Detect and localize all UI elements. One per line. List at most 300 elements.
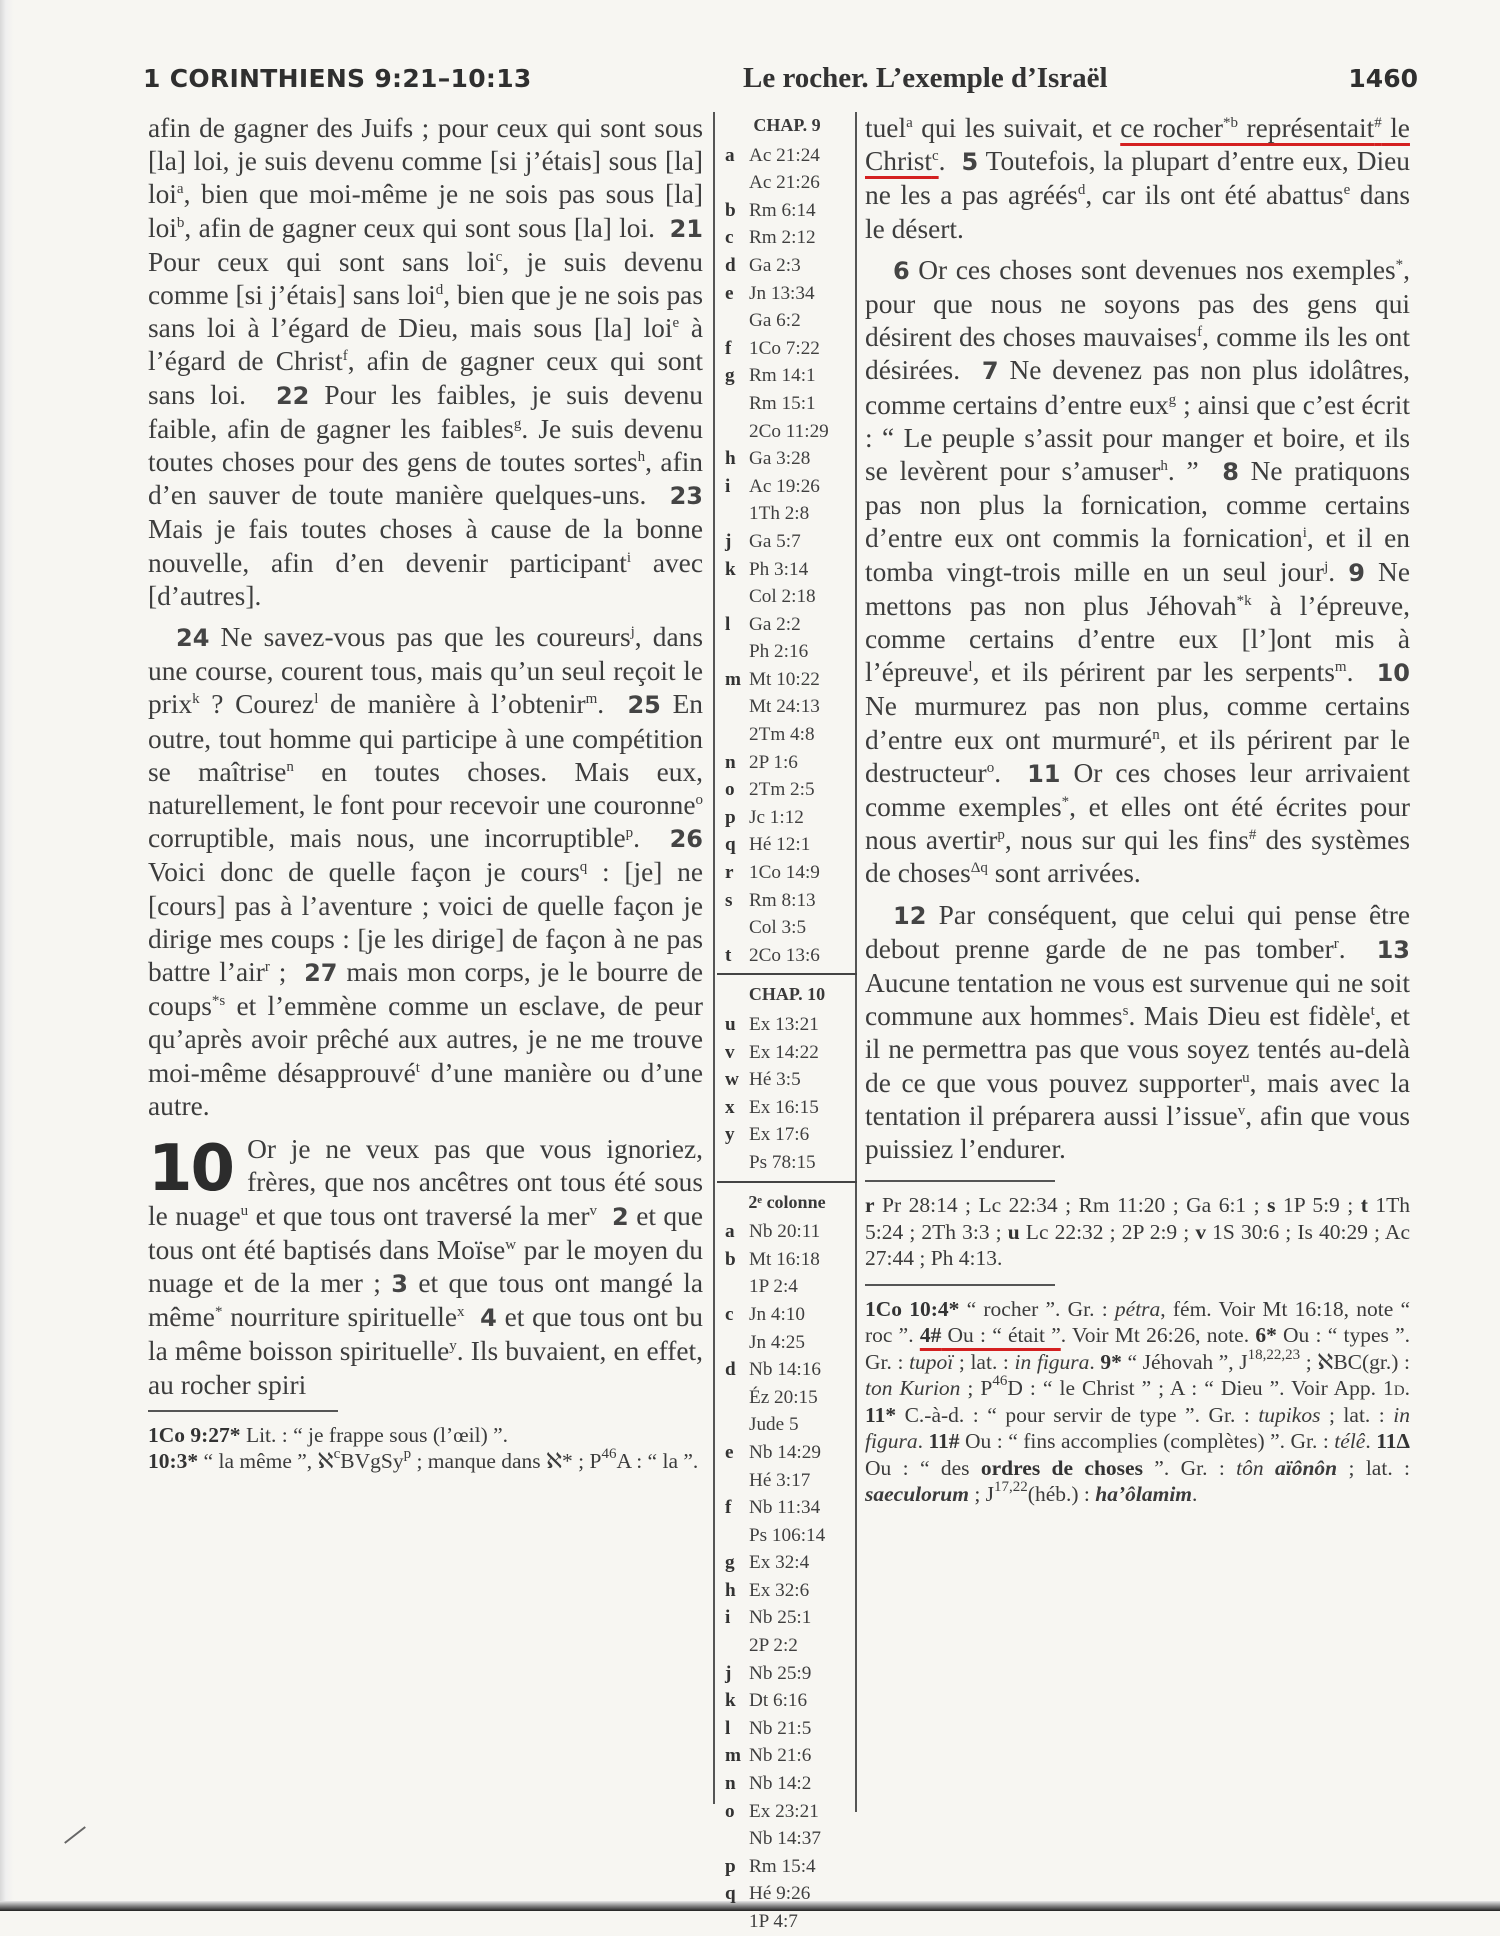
- cross-reference-item[interactable]: [723, 666, 851, 694]
- footnote-marker[interactable]: m: [1334, 659, 1347, 676]
- verse-number: 10: [1376, 659, 1411, 688]
- text-column-left: [148, 112, 703, 1475]
- verse-number: 6: [893, 256, 910, 285]
- reference-text: Nb 14:37: [749, 1828, 821, 1850]
- reference-letter: q: [725, 1883, 736, 1905]
- reference-letter: [723, 1467, 749, 1495]
- reference-letter: b: [725, 1248, 736, 1270]
- footnote-ref: 9*: [1100, 1349, 1122, 1374]
- reference-text: Ph 2:16: [749, 641, 809, 663]
- cross-reference-item[interactable]: [723, 1439, 851, 1467]
- reference-letter: c: [725, 1303, 734, 1325]
- reference-text: Ph 3:14: [749, 558, 809, 580]
- reference-text: Ga 5:7: [749, 530, 801, 552]
- chapter-9-references: [723, 142, 851, 970]
- cross-reference-item[interactable]: [723, 1577, 851, 1605]
- verse-number: 13: [1376, 935, 1410, 964]
- reference-text: 2Tm 4:8: [749, 724, 815, 746]
- reference-letter: h: [725, 448, 736, 470]
- footnote-marker[interactable]: *: [214, 1304, 223, 1321]
- cross-reference-item[interactable]: [723, 1715, 851, 1743]
- verse-number: 26: [669, 825, 703, 854]
- reference-text: Ex 32:4: [749, 1552, 810, 1574]
- reference-letter: [723, 169, 749, 197]
- reference-letter: d: [725, 1359, 736, 1381]
- footnote-marker[interactable]: *k: [1236, 592, 1252, 609]
- cross-reference-item[interactable]: [723, 1329, 851, 1357]
- reference-text: Mt 24:13: [749, 696, 820, 718]
- reference-letter: e: [725, 1441, 734, 1463]
- footnote-marker[interactable]: e: [1343, 182, 1351, 199]
- cross-reference-item[interactable]: [723, 224, 851, 252]
- footnote-marker[interactable]: f: [342, 348, 348, 365]
- reference-letter: [723, 1825, 749, 1853]
- footnote-marker[interactable]: v: [589, 1202, 598, 1219]
- reference-letter: r: [725, 862, 734, 884]
- reference-text: Éz 20:15: [749, 1386, 818, 1408]
- cross-reference-item[interactable]: [723, 1273, 851, 1301]
- footnote-marker[interactable]: l: [314, 691, 319, 708]
- reference-text: Rm 8:13: [749, 889, 816, 911]
- cross-reference-item[interactable]: [723, 638, 851, 666]
- reference-letter: w: [725, 1069, 739, 1091]
- reference-text: Ex 23:21: [749, 1800, 819, 1822]
- cross-reference-item[interactable]: [723, 693, 851, 721]
- cross-reference-item[interactable]: [723, 1301, 851, 1329]
- reference-text: Hé 3:17: [749, 1469, 811, 1491]
- reference-letter: t: [725, 944, 732, 966]
- cross-reference-item[interactable]: [723, 583, 851, 611]
- reference-text: Nb 20:11: [749, 1221, 821, 1243]
- reference-letter: k: [725, 1690, 736, 1712]
- reference-text: Col 3:5: [749, 917, 807, 939]
- reference-text: Nb 11:34: [749, 1497, 821, 1519]
- cross-reference-item[interactable]: [723, 804, 851, 832]
- cross-reference-item[interactable]: [723, 252, 851, 280]
- cross-reference-item[interactable]: [723, 1494, 851, 1522]
- reference-text: Ex 32:6: [749, 1579, 810, 1601]
- cross-reference-item[interactable]: [723, 1384, 851, 1412]
- footnote-marker[interactable]: u: [240, 1202, 249, 1219]
- cross-reference-item[interactable]: [723, 942, 851, 970]
- cross-reference-item[interactable]: [723, 197, 851, 225]
- footnote-marker[interactable]: l: [968, 659, 973, 676]
- footnote-marker[interactable]: x: [457, 1304, 465, 1321]
- reference-letter: c: [725, 227, 734, 249]
- footnote-marker[interactable]: r: [1333, 935, 1339, 952]
- cross-reference-item[interactable]: [723, 611, 851, 639]
- cross-reference-item[interactable]: [723, 1742, 851, 1770]
- cross-reference-item[interactable]: [723, 1908, 851, 1936]
- cross-reference-item[interactable]: [723, 1356, 851, 1384]
- verse-number: 27: [304, 959, 338, 988]
- footnote-marker[interactable]: e: [672, 315, 680, 332]
- footnote-marker[interactable]: w: [505, 1236, 517, 1253]
- cross-reference-item[interactable]: [723, 528, 851, 556]
- reference-divider: [717, 973, 857, 975]
- cross-reference-item[interactable]: [723, 1660, 851, 1688]
- footnote-marker[interactable]: p: [997, 827, 1005, 844]
- cross-reference-item[interactable]: [723, 500, 851, 528]
- cross-reference-item[interactable]: [723, 1246, 851, 1274]
- reference-letter: l: [725, 613, 731, 635]
- footnote-marker[interactable]: h: [637, 449, 646, 466]
- reference-text: Jn 4:10: [749, 1303, 805, 1325]
- cross-references-bottom: r Pr 28:14 ; Lc 22:34 ; Rm 11:20 ; Ga 6:1 ; s 1P 5:9 ; t 1Th 5:24 ; 2Th 3:3 ; u Lc 22:32 ; 2P 2:9 ; v 1S 30:6 ; Is 40:29 ; Ac 27:44 ; Ph 4:13.: [865, 1193, 1410, 1271]
- reference-text: Nb 14:16: [749, 1359, 821, 1381]
- verse-number: 3: [391, 1269, 408, 1298]
- reference-text: Jude 5: [749, 1414, 799, 1436]
- reference-text: Rm 2:12: [749, 227, 816, 249]
- footnote-marker[interactable]: t: [1370, 1003, 1375, 1020]
- cross-reference-item[interactable]: [723, 1039, 851, 1067]
- reference-letter: j: [725, 1662, 732, 1684]
- reference-text: Jn 4:25: [749, 1331, 805, 1353]
- reference-text: Nb 25:9: [749, 1662, 812, 1684]
- paragraph: afin de gagner des Juifs ; pour ceux qui sont sous [la] loi, je suis devenu comme [si j’étais] sous [la] loi$^a$, bien que moi-même je ne sois pas sous [la] loi$^b$, afin de gagner ceux qui sont sous [la] loi. 21 Pour ceux qui sont sans loi$^c$, je suis devenu comme [si j’étais] sans loi$^d$, bien que je ne sois pas sans loi à l’égard de Dieu, mais sous [la] loi$^e$ à l’égard de Christ$^f$, afin de gagner ceux qui sont sans loi. 22 Pour les faibles, je suis devenu faible, afin de gagner les faibles$^g$. Je suis devenu toutes choses pour des gens de toutes sortes$^h$, afin d’en sauver de toute manière quelques-uns. 23 Mais je fais toutes choses à cause de la bonne nouvelle, afin d’en devenir participant$^i$ avec [d’autres].: [148, 113, 703, 611]
- reference-letter: q: [725, 834, 736, 856]
- verse-number: 21: [669, 214, 703, 243]
- reference-letter: b: [725, 199, 736, 221]
- footnote-marker[interactable]: o: [986, 759, 995, 776]
- reference-text: 1Co 14:9: [749, 862, 820, 884]
- reference-text: Ga 2:2: [749, 613, 801, 635]
- footnote-marker[interactable]: g: [513, 415, 522, 432]
- reference-letter: [723, 1149, 749, 1177]
- footnote-marker[interactable]: *: [1061, 794, 1070, 811]
- book-range: 1 CORINTHIENS 9:21–10:13: [143, 64, 532, 93]
- reference-letter: k: [725, 558, 736, 580]
- reference-text: Ac 19:26: [749, 475, 820, 497]
- reference-text: Ex 14:22: [749, 1041, 819, 1063]
- text-column-right: [865, 112, 1410, 1508]
- reference-text: 2P 1:6: [749, 751, 798, 773]
- reference-letter: m: [725, 668, 741, 690]
- page-edge: [0, 0, 14, 1911]
- reference-text: Rm 14:1: [749, 365, 816, 387]
- reference-text: Ex 16:15: [749, 1096, 819, 1118]
- reference-letter: [723, 390, 749, 418]
- footnote-ref: 11#: [928, 1429, 960, 1454]
- cross-reference-item[interactable]: [723, 169, 851, 197]
- cross-reference-item[interactable]: [723, 749, 851, 777]
- verse-number: 4: [480, 1304, 497, 1333]
- footnote-marker[interactable]: f: [1197, 324, 1203, 341]
- footnote-marker[interactable]: k: [192, 691, 200, 708]
- verse-number: 24: [176, 624, 210, 653]
- reference-text: Ps 106:14: [749, 1524, 826, 1546]
- cross-reference-item[interactable]: [723, 859, 851, 887]
- cross-reference-item[interactable]: [723, 335, 851, 363]
- reference-letter: h: [725, 1579, 736, 1601]
- reference-letter: [723, 1273, 749, 1301]
- reference-text: 2Co 11:29: [749, 420, 829, 442]
- chapter-number: 10: [148, 1132, 234, 1207]
- red-underlined-phrase: ce rocher$^{*b}$ représentait# le Christ$^c$: [865, 113, 1410, 177]
- cross-reference-item[interactable]: [723, 1632, 851, 1660]
- reference-letter: a: [725, 1221, 735, 1243]
- cross-reference-item[interactable]: [723, 1770, 851, 1798]
- reference-text: Ac 21:24: [749, 144, 820, 166]
- footnote-ref: 1Co 10:4*: [865, 1296, 960, 1321]
- crossref-divider: [865, 1180, 1055, 1182]
- chapter-9-heading: CHAP. 9: [753, 115, 821, 135]
- reference-text: Ga 3:28: [749, 448, 811, 470]
- reference-letter: e: [725, 282, 734, 304]
- verse-number: 22: [275, 381, 310, 410]
- reference-text: Ac 21:26: [749, 172, 820, 194]
- footnote-marker[interactable]: #: [1374, 115, 1382, 131]
- reference-text: Ex 13:21: [749, 1014, 819, 1035]
- footnote-marker[interactable]: j: [630, 624, 635, 641]
- footnote-marker[interactable]: y: [449, 1338, 457, 1355]
- reference-text: Rm 15:1: [749, 392, 816, 414]
- footnote-marker[interactable]: c: [495, 248, 503, 265]
- reference-text: Jn 13:34: [749, 282, 815, 304]
- paragraph: 6 Or ces choses sont devenues nos exemples*, pour que nous ne soyons pas des gens qui désirent des choses mauvaises$^f$, comme ils les ont désirées. 7 Ne devenez pas non plus idolâtres, comme certains d’entre eux$^g$ ; ainsi que c’est écrit : “ Le peuple s’assit pour manger et boire, et ils se levèrent pour s’amuser$^h$. ” 8 Ne pratiquons pas non plus la fornication, comme certains d’entre eux ont commis la fornication$^i$, et il en tomba vingt-trois mille en un seul jour$^j$. 9 Ne mettons pas non plus Jéhovah$^{*k}$ à l’épreuve, comme certains d’entre eux [l’]ont mis à l’épreuve$^l$, et ils périrent par les serpents$^m$. 10 Ne murmurez pas non plus, comme certains d’entre eux ont murmuré$^n$, et ils périrent par le destructeur$^o$. 11 Or ces choses leur arrivaient comme exemples*, et elles ont été écrites pour nous avertir$^p$, nous sur qui les fins# des systèmes de choses$^{\Delta q}$ sont arrivées.: [865, 254, 1411, 889]
- verse-number: 11: [1027, 759, 1061, 788]
- reference-text: Hé 9:26: [749, 1883, 811, 1905]
- reference-text: Ga 2:3: [749, 254, 801, 276]
- page-number: 1460: [1348, 64, 1418, 93]
- footnotes-left: 1Co 9:27* Lit. : “ je frappe sous (l’œil) ”. 10:3* “ la même ”, ℵ$^c$BVgSy$^p$ ; manque dans ℵ* ; $P^{46}A$ : “ la ”.: [148, 1422, 699, 1474]
- reference-letter: o: [725, 1800, 735, 1822]
- footnote-marker[interactable]: j: [1324, 558, 1329, 575]
- reference-letter: f: [725, 337, 732, 359]
- cross-reference-item[interactable]: [723, 1798, 851, 1826]
- footnote-marker[interactable]: n: [1152, 726, 1160, 743]
- reference-text: Jc 1:12: [749, 806, 804, 828]
- reference-letter: n: [725, 1773, 736, 1795]
- chapter-10-opening: 10 Or je ne veux pas que vous ignoriez, frères, que nos ancêtres ont tous été sous le nuage$^u$ et que tous ont traversé la mer$^v$ 2 et que tous ont été baptisés dans Moïse$^w$ par le moyen du nuage et de la mer ; 3 et que tous ont mangé la même* nourriture spirituelle$^x$ 4 et que tous ont bu la même boisson spirituelle$^y$. Ils buvaient, en effet, au rocher spiri: [148, 1132, 703, 1400]
- reference-letter: p: [725, 806, 736, 828]
- cross-reference-item[interactable]: [723, 1094, 851, 1122]
- footnotes-right: 1Co 10:4* “ rocher ”. Gr. : pétra, fém. Voir Mt 16:18, note “ roc ”. 4# Ou : “ était ”. Voir Mt 26:26, note. 6* Ou : “ types ”. Gr. : tupoï ; lat. : in figura. 9* “ Jéhovah ”, J$^{18,22,23}$ ; ℵBC(gr.) : ton Kurion ; $P^{46}D$ : “ le Christ ” ; A : “ Dieu ”. Voir App. 1d. 11* C.-à-d. : “ pour servir de type ”. Gr. : tupikos ; lat. : in figura. 11# Ou : “ fins accomplies (complètes) ”. Gr. : télê. 11Δ Ou : “ des ordres de choses ”. Gr. : tôn aïônôn ; lat. : saeculorum ; J$^{17,22}$(héb.) : ha’ôlamim.: [865, 1296, 1411, 1507]
- reference-letter: f: [725, 1497, 732, 1519]
- cross-reference-item[interactable]: [723, 418, 851, 446]
- second-column-heading: 2ᵉ colonne: [748, 1191, 826, 1212]
- chapter-10-heading: CHAP. 10: [748, 984, 826, 1005]
- cross-reference-item[interactable]: [723, 1411, 851, 1439]
- reference-letter: g: [725, 365, 735, 387]
- footnote-marker[interactable]: s: [1122, 1003, 1129, 1020]
- cross-reference-item[interactable]: [723, 1011, 851, 1039]
- footnote-ref: 10:3*: [148, 1449, 199, 1474]
- paragraph: 12 Par conséquent, que celui qui pense être debout prenne garde de ne pas tomber$^r$. 13 Aucune tentation ne vous est survenue qui ne soit commune aux hommes$^s$. Mais Dieu est fidèle$^t$, et il ne permettra pas que vous soyez tentés au-delà de ce que vous pouvez supporter$^u$, mais avec la tentation il préparera aussi l’issue$^v$, afin que vous puissiez l’endurer.: [865, 899, 1411, 1165]
- cross-reference-item[interactable]: [723, 831, 851, 859]
- footnote-marker[interactable]: u: [1242, 1069, 1250, 1086]
- cross-reference-item[interactable]: [723, 390, 851, 418]
- footnote-marker[interactable]: c: [931, 148, 939, 165]
- reference-text: 1Th 2:8: [749, 503, 810, 525]
- reference-text: Rm 15:4: [749, 1855, 816, 1877]
- verse-number: 25: [627, 691, 661, 720]
- footnote-marker[interactable]: #: [1248, 827, 1257, 844]
- footnote-marker[interactable]: d: [435, 282, 444, 299]
- reference-divider: [717, 1181, 857, 1183]
- cross-reference-item[interactable]: [723, 473, 851, 501]
- footnote-marker[interactable]: i: [1302, 525, 1307, 542]
- reference-text: Nb 21:6: [749, 1745, 812, 1767]
- reference-letter: m: [725, 1745, 741, 1767]
- reference-text: 2P 2:2: [749, 1635, 798, 1657]
- footnote-ref: 11Δ: [1376, 1429, 1410, 1454]
- reference-letter: u: [725, 1014, 736, 1035]
- paragraph: 24 Ne savez-vous pas que les coureurs$^j$, dans une course, courent tous, mais qu’un seul reçoit le prix$^k$ ? Courez$^l$ de manière à l’obtenir$^m$. 25 En outre, tout homme qui participe à une compétition se maîtrise$^n$ en toutes choses. Mais eux, naturellement, le font pour recevoir une couronne$^o$ corruptible, mais nous, une incorruptible$^p$. 26 Voici donc de quelle façon je cours$^q$ : [je] ne [cours] pas à l’aventure ; voici de quelle façon je dirige mes coups : [je les dirige] de façon à ne pas battre l’air$^r$ ; 27 mais mon corps, je le bourre de coups$^{*s}$ et l’emmène comme un esclave, de peur qu’après avoir prêché aux autres, je ne me trouve moi-même désapprouvé$^t$ d’une manière ou d’une autre.: [148, 622, 704, 1121]
- reference-text: Nb 14:29: [749, 1441, 821, 1463]
- reference-text: Nb 14:2: [749, 1773, 812, 1795]
- footnote-marker[interactable]: n: [286, 758, 294, 775]
- reference-letter: n: [725, 751, 736, 773]
- footnote-marker[interactable]: *s: [211, 993, 226, 1010]
- reference-letter: x: [725, 1096, 735, 1118]
- reference-letter: a: [725, 144, 735, 166]
- reference-text: 1P 2:4: [749, 1276, 798, 1298]
- reference-letter: [723, 418, 749, 446]
- reference-letter: [723, 307, 749, 335]
- cross-reference-item[interactable]: [723, 1467, 851, 1495]
- footnote-ref: 4#: [919, 1323, 942, 1348]
- footnote-divider: [865, 1284, 1055, 1286]
- footnote-marker[interactable]: a: [906, 115, 913, 131]
- verse-number: 8: [1222, 458, 1239, 487]
- cross-reference-item[interactable]: [723, 1522, 851, 1550]
- cross-reference-item[interactable]: [723, 1853, 851, 1881]
- cross-reference-item[interactable]: [723, 887, 851, 915]
- reference-letter: [723, 721, 749, 749]
- cross-reference-item[interactable]: [723, 445, 851, 473]
- footnote-marker[interactable]: b: [176, 214, 185, 231]
- verse-number: 23: [669, 482, 703, 511]
- footnote-marker[interactable]: Δq: [970, 860, 988, 877]
- footnote-marker[interactable]: p: [625, 825, 634, 842]
- footnote-marker[interactable]: d: [1077, 182, 1086, 199]
- cross-reference-item[interactable]: [723, 1880, 851, 1908]
- column-rule-right: [855, 112, 857, 1812]
- reference-letter: v: [725, 1041, 735, 1063]
- reference-letter: [723, 1522, 749, 1550]
- cross-reference-item[interactable]: [723, 914, 851, 942]
- verse-number: 12: [893, 901, 927, 930]
- cross-reference-item[interactable]: [723, 307, 851, 335]
- reference-text: Col 2:18: [749, 586, 816, 608]
- reference-text: Ex 17:6: [749, 1124, 810, 1146]
- reference-letter: [723, 1384, 749, 1412]
- cross-reference-item[interactable]: [723, 1604, 851, 1632]
- footnote-marker[interactable]: o: [695, 792, 703, 809]
- verse-number: 2: [612, 1202, 629, 1231]
- cross-reference-item[interactable]: [723, 1687, 851, 1715]
- reference-text: Mt 16:18: [749, 1248, 820, 1270]
- reference-letter: [723, 1329, 749, 1357]
- reference-text: 1Co 7:22: [749, 337, 820, 359]
- footnote-ref: 11*: [865, 1402, 897, 1427]
- footnote-marker[interactable]: t: [415, 1059, 420, 1076]
- footnote-ref: 1Co 9:27*: [148, 1422, 241, 1447]
- cross-reference-item[interactable]: [723, 1121, 851, 1149]
- reference-letter: [723, 500, 749, 528]
- footnote-marker[interactable]: m: [585, 691, 598, 708]
- footnote-marker[interactable]: *: [1395, 256, 1404, 273]
- reference-text: Ga 6:2: [749, 310, 801, 332]
- reference-letter: g: [725, 1552, 735, 1574]
- cross-reference-item[interactable]: [723, 776, 851, 804]
- reference-text: Hé 12:1: [749, 834, 811, 856]
- reference-text: 1P 4:7: [749, 1911, 798, 1932]
- reference-letter: [723, 914, 749, 942]
- cross-reference-item[interactable]: [723, 280, 851, 308]
- paragraph: tuel$^a$ qui les suivait, et ce rocher$^{*b}$ représentait# le Christ$^c$. 5 Toutefois, la plupart d’entre eux, Dieu ne les a pas agréés$^d$, car ils ont été abattus$^e$ dans le désert.: [865, 113, 1410, 244]
- reference-letter: [723, 1908, 749, 1936]
- cross-reference-item[interactable]: [723, 1825, 851, 1853]
- cross-reference-item[interactable]: [723, 721, 851, 749]
- footnote-divider: [148, 1410, 338, 1412]
- reference-letter: [723, 693, 749, 721]
- reference-letter: [723, 1632, 749, 1660]
- reference-text: Ps 78:15: [749, 1151, 816, 1173]
- reference-text: Dt 6:16: [749, 1690, 808, 1712]
- verse-number: 7: [981, 357, 999, 386]
- footnote-marker[interactable]: g: [1168, 391, 1177, 408]
- reference-letter: y: [725, 1124, 735, 1146]
- reference-letter: [723, 583, 749, 611]
- verse-number: 5: [961, 148, 979, 177]
- cross-reference-item[interactable]: [723, 1066, 851, 1094]
- reference-letter: p: [725, 1855, 736, 1877]
- footnote-marker[interactable]: a: [176, 181, 184, 198]
- cross-reference-item[interactable]: [723, 1549, 851, 1577]
- reference-letter: i: [725, 1607, 731, 1629]
- footnote-ref: 6*: [1255, 1323, 1277, 1348]
- cross-reference-item[interactable]: [723, 556, 851, 584]
- footnote-marker[interactable]: h: [1160, 458, 1168, 475]
- reference-letter: i: [725, 475, 731, 497]
- reference-text: Mt 10:22: [749, 668, 820, 690]
- cross-reference-item[interactable]: [723, 362, 851, 390]
- second-column-references: [723, 1218, 851, 1935]
- footnote-marker[interactable]: i: [626, 549, 632, 566]
- reference-letter: j: [725, 530, 732, 552]
- pen-mark: [64, 1826, 86, 1844]
- reference-text: Nb 21:5: [749, 1717, 812, 1739]
- chapter-10-references: [723, 1011, 851, 1177]
- column-rule-left: [713, 112, 715, 1804]
- verse-number: 9: [1348, 558, 1365, 587]
- red-underlined-note: 4# Ou : “ était ”: [919, 1323, 1061, 1348]
- footnote-marker[interactable]: q: [579, 859, 588, 876]
- reference-text: Nb 25:1: [749, 1607, 812, 1629]
- reference-letter: s: [725, 889, 733, 911]
- reference-text: Hé 3:5: [749, 1069, 801, 1091]
- section-title: Le rocher. L’exemple d’Israël: [743, 62, 1108, 94]
- reference-text: 2Tm 2:5: [749, 779, 815, 801]
- footnote-marker[interactable]: r: [264, 959, 270, 976]
- reference-text: 2Co 13:6: [749, 944, 820, 966]
- reference-letter: [723, 638, 749, 666]
- cross-reference-column: [723, 112, 851, 1936]
- reference-text: Rm 6:14: [749, 199, 816, 221]
- reference-letter: o: [725, 779, 735, 801]
- cross-reference-item[interactable]: [723, 142, 851, 170]
- cross-reference-item[interactable]: [723, 1149, 851, 1177]
- reference-letter: [723, 1411, 749, 1439]
- reference-letter: l: [725, 1717, 731, 1739]
- cross-reference-item[interactable]: [723, 1218, 851, 1246]
- footnote-marker[interactable]: v: [1237, 1102, 1246, 1119]
- running-head: [143, 62, 1418, 102]
- reference-letter: d: [725, 254, 736, 276]
- footnote-marker[interactable]: *b: [1222, 115, 1238, 131]
